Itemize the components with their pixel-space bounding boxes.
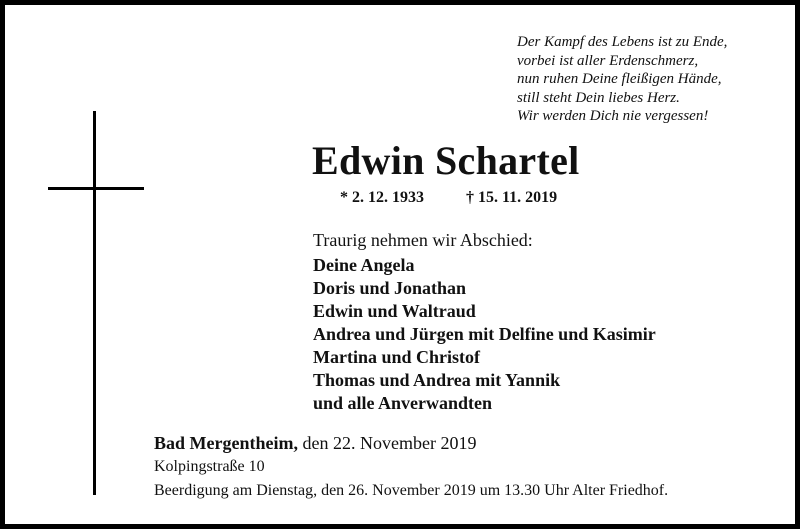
poem-line: nun ruhen Deine fleißigen Hände, [517,71,722,88]
poem-line: vorbei ist aller Erdenschmerz, [517,52,699,69]
family-member: Thomas und Andrea mit Yannik [313,370,561,390]
family-member: Edwin und Waltraud [313,301,476,321]
birth-date: * 2. 12. 1933 [340,189,424,206]
deceased-name: Edwin Schartel [312,138,580,183]
cross-icon [93,111,96,495]
family-list [313,254,656,415]
place: Bad Mergentheim, [154,433,298,453]
date: den 22. November 2019 [297,433,477,453]
family-member: Deine Angela [313,255,415,275]
farewell-intro: Traurig nehmen wir Abschied: [313,230,533,250]
address: Kolpingstraße 10 [154,458,265,475]
family-member: Martina und Christof [313,347,481,367]
place-date [154,433,476,454]
family-member: Doris und Jonathan [313,278,467,298]
cross-icon-bar [48,187,144,190]
family-member: und alle Anverwandten [313,393,493,413]
poem-line: Wir werden Dich nie vergessen! [517,108,709,125]
poem [517,33,727,126]
poem-line: still steht Dein liebes Herz. [517,89,680,106]
death-date: † 15. 11. 2019 [466,189,558,206]
poem-line: Der Kampf des Lebens ist zu Ende, [517,34,728,50]
family-member: Andrea und Jürgen mit Delfine und Kasimir [313,324,656,344]
funeral-info: Beerdigung am Dienstag, den 26. November 2019 um 13.30 Uhr Alter Friedhof. [154,482,669,499]
